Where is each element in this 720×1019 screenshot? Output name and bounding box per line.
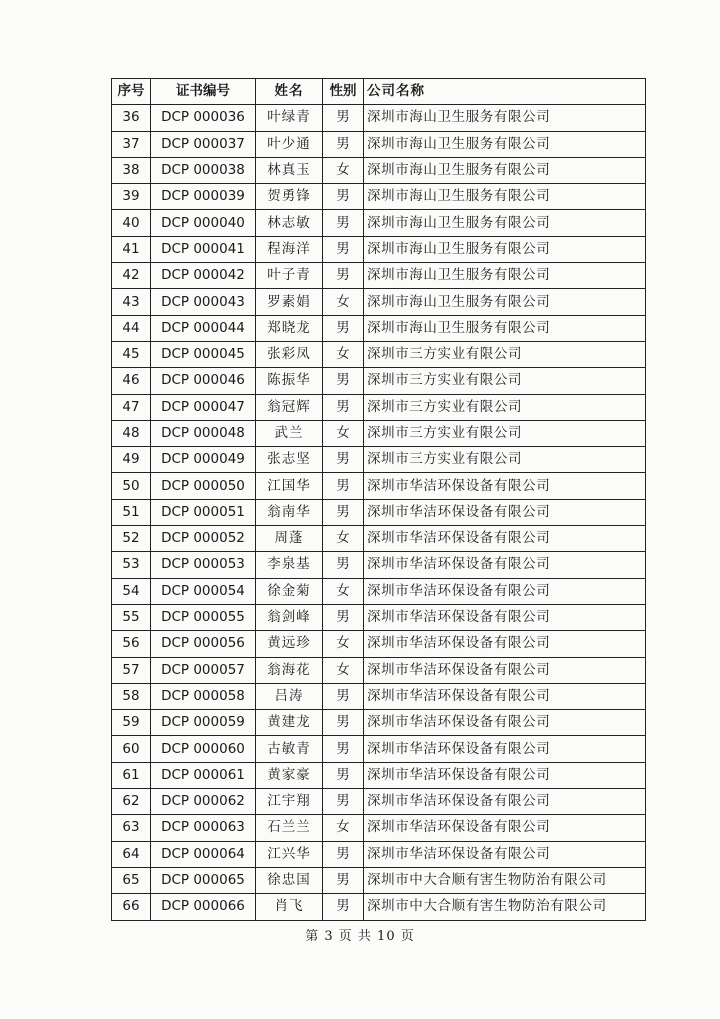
cell-seq: 41 (112, 236, 151, 262)
cell-cert-no: DCP 000054 (151, 578, 256, 604)
table-row (112, 289, 646, 315)
cell-company: 深圳市华洁环保设备有限公司 (364, 736, 646, 762)
cell-gender: 女 (323, 341, 364, 367)
cell-cert-no: DCP 000039 (151, 184, 256, 210)
cell-cert-no: DCP 000050 (151, 473, 256, 499)
cell-company: 深圳市三方实业有限公司 (364, 368, 646, 394)
cell-seq: 65 (112, 867, 151, 893)
cell-name: 吕涛 (256, 683, 323, 709)
cell-cert-no: DCP 000051 (151, 499, 256, 525)
table-body (112, 105, 646, 920)
header-cert-no: 证书编号 (151, 79, 256, 105)
cell-name: 翁海花 (256, 657, 323, 683)
table-row (112, 736, 646, 762)
cell-company: 深圳市海山卫生服务有限公司 (364, 289, 646, 315)
cell-cert-no: DCP 000058 (151, 683, 256, 709)
table-row (112, 157, 646, 183)
cell-gender: 男 (323, 867, 364, 893)
cell-seq: 47 (112, 394, 151, 420)
cell-seq: 46 (112, 368, 151, 394)
cell-company: 深圳市华洁环保设备有限公司 (364, 710, 646, 736)
cell-cert-no: DCP 000062 (151, 789, 256, 815)
cell-cert-no: DCP 000056 (151, 631, 256, 657)
cell-company: 深圳市海山卫生服务有限公司 (364, 184, 646, 210)
cell-company: 深圳市海山卫生服务有限公司 (364, 105, 646, 131)
table-row (112, 894, 646, 920)
table-row (112, 473, 646, 499)
cell-cert-no: DCP 000036 (151, 105, 256, 131)
table-row (112, 604, 646, 630)
table-row (112, 105, 646, 131)
cell-company: 深圳市华洁环保设备有限公司 (364, 683, 646, 709)
cell-company: 深圳市三方实业有限公司 (364, 420, 646, 446)
cell-seq: 55 (112, 604, 151, 630)
cell-name: 黄建龙 (256, 710, 323, 736)
cell-name: 李泉基 (256, 552, 323, 578)
cell-name: 贺勇锋 (256, 184, 323, 210)
cell-company: 深圳市华洁环保设备有限公司 (364, 657, 646, 683)
cell-name: 叶少通 (256, 131, 323, 157)
cell-company: 深圳市海山卫生服务有限公司 (364, 236, 646, 262)
cell-name: 陈振华 (256, 368, 323, 394)
cell-gender: 女 (323, 157, 364, 183)
cell-seq: 42 (112, 263, 151, 289)
cell-company: 深圳市华洁环保设备有限公司 (364, 762, 646, 788)
cell-company: 深圳市华洁环保设备有限公司 (364, 578, 646, 604)
cell-gender: 男 (323, 710, 364, 736)
cell-gender: 男 (323, 210, 364, 236)
table-row (112, 184, 646, 210)
cell-company: 深圳市海山卫生服务有限公司 (364, 263, 646, 289)
cell-seq: 43 (112, 289, 151, 315)
cell-cert-no: DCP 000053 (151, 552, 256, 578)
cell-company: 深圳市华洁环保设备有限公司 (364, 473, 646, 499)
cell-name: 徐金菊 (256, 578, 323, 604)
cell-name: 肖飞 (256, 894, 323, 920)
table-row (112, 236, 646, 262)
cell-seq: 52 (112, 526, 151, 552)
cell-cert-no: DCP 000061 (151, 762, 256, 788)
cell-company: 深圳市华洁环保设备有限公司 (364, 604, 646, 630)
cell-company: 深圳市海山卫生服务有限公司 (364, 131, 646, 157)
cell-seq: 38 (112, 157, 151, 183)
cell-seq: 58 (112, 683, 151, 709)
cell-name: 黄远珍 (256, 631, 323, 657)
cell-name: 江国华 (256, 473, 323, 499)
cell-seq: 50 (112, 473, 151, 499)
table-row (112, 499, 646, 525)
cell-name: 林志敏 (256, 210, 323, 236)
cell-gender: 男 (323, 762, 364, 788)
cell-name: 程海洋 (256, 236, 323, 262)
cell-name: 翁南华 (256, 499, 323, 525)
cell-name: 周蓬 (256, 526, 323, 552)
cell-seq: 51 (112, 499, 151, 525)
cell-name: 江宇翔 (256, 789, 323, 815)
table-row (112, 526, 646, 552)
cell-gender: 女 (323, 657, 364, 683)
cell-cert-no: DCP 000052 (151, 526, 256, 552)
cell-company: 深圳市海山卫生服务有限公司 (364, 157, 646, 183)
cell-cert-no: DCP 000065 (151, 867, 256, 893)
cell-name: 叶子青 (256, 263, 323, 289)
cell-company: 深圳市三方实业有限公司 (364, 447, 646, 473)
cell-company: 深圳市华洁环保设备有限公司 (364, 815, 646, 841)
cell-name: 武兰 (256, 420, 323, 446)
cell-seq: 45 (112, 341, 151, 367)
cell-seq: 56 (112, 631, 151, 657)
cell-name: 张志坚 (256, 447, 323, 473)
cell-name: 张彩凤 (256, 341, 323, 367)
header-company: 公司名称 (364, 79, 646, 105)
table-row (112, 394, 646, 420)
cell-gender: 女 (323, 289, 364, 315)
cell-seq: 60 (112, 736, 151, 762)
table-row (112, 683, 646, 709)
cell-company: 深圳市华洁环保设备有限公司 (364, 789, 646, 815)
header-name: 姓名 (256, 79, 323, 105)
cell-company: 深圳市华洁环保设备有限公司 (364, 841, 646, 867)
cell-cert-no: DCP 000063 (151, 815, 256, 841)
table-row (112, 841, 646, 867)
cell-company: 深圳市海山卫生服务有限公司 (364, 315, 646, 341)
table-row (112, 631, 646, 657)
cell-company: 深圳市三方实业有限公司 (364, 394, 646, 420)
table-row (112, 368, 646, 394)
cell-seq: 39 (112, 184, 151, 210)
cell-name: 古敏青 (256, 736, 323, 762)
cell-seq: 44 (112, 315, 151, 341)
cell-gender: 男 (323, 499, 364, 525)
cell-cert-no: DCP 000038 (151, 157, 256, 183)
cell-seq: 49 (112, 447, 151, 473)
cell-gender: 男 (323, 789, 364, 815)
cell-name: 江兴华 (256, 841, 323, 867)
cell-seq: 57 (112, 657, 151, 683)
cell-cert-no: DCP 000045 (151, 341, 256, 367)
cell-seq: 62 (112, 789, 151, 815)
table-row (112, 552, 646, 578)
cell-gender: 男 (323, 552, 364, 578)
cell-gender: 男 (323, 105, 364, 131)
cell-seq: 48 (112, 420, 151, 446)
cell-gender: 男 (323, 131, 364, 157)
cell-seq: 64 (112, 841, 151, 867)
cell-gender: 男 (323, 263, 364, 289)
table-row (112, 815, 646, 841)
cell-gender: 男 (323, 841, 364, 867)
cell-gender: 男 (323, 894, 364, 920)
cell-seq: 54 (112, 578, 151, 604)
table-row (112, 263, 646, 289)
table-row (112, 315, 646, 341)
cell-cert-no: DCP 000041 (151, 236, 256, 262)
cell-seq: 40 (112, 210, 151, 236)
cell-seq: 63 (112, 815, 151, 841)
cell-company: 深圳市华洁环保设备有限公司 (364, 552, 646, 578)
table-header-row (112, 79, 646, 105)
cell-gender: 男 (323, 447, 364, 473)
cell-company: 深圳市华洁环保设备有限公司 (364, 526, 646, 552)
cell-gender: 男 (323, 473, 364, 499)
cell-name: 翁剑峰 (256, 604, 323, 630)
cell-cert-no: DCP 000042 (151, 263, 256, 289)
header-seq: 序号 (112, 79, 151, 105)
cell-cert-no: DCP 000059 (151, 710, 256, 736)
cell-company: 深圳市三方实业有限公司 (364, 341, 646, 367)
cell-gender: 女 (323, 578, 364, 604)
table-row (112, 578, 646, 604)
cell-gender: 女 (323, 526, 364, 552)
table-row (112, 131, 646, 157)
cell-name: 石兰兰 (256, 815, 323, 841)
cell-cert-no: DCP 000040 (151, 210, 256, 236)
cell-gender: 女 (323, 815, 364, 841)
cell-company: 深圳市华洁环保设备有限公司 (364, 499, 646, 525)
certificate-roster-table (111, 78, 646, 921)
cell-gender: 男 (323, 184, 364, 210)
cell-seq: 53 (112, 552, 151, 578)
cell-seq: 36 (112, 105, 151, 131)
table-row (112, 710, 646, 736)
cell-name: 林真玉 (256, 157, 323, 183)
cell-name: 罗素娟 (256, 289, 323, 315)
cell-cert-no: DCP 000049 (151, 447, 256, 473)
cell-gender: 男 (323, 368, 364, 394)
cell-name: 徐忠国 (256, 867, 323, 893)
cell-seq: 37 (112, 131, 151, 157)
cell-gender: 男 (323, 236, 364, 262)
table-row (112, 447, 646, 473)
cell-name: 黄家豪 (256, 762, 323, 788)
cell-cert-no: DCP 000047 (151, 394, 256, 420)
cell-company: 深圳市华洁环保设备有限公司 (364, 631, 646, 657)
cell-gender: 女 (323, 631, 364, 657)
cell-gender: 男 (323, 683, 364, 709)
table-row (112, 420, 646, 446)
cell-cert-no: DCP 000044 (151, 315, 256, 341)
cell-cert-no: DCP 000046 (151, 368, 256, 394)
cell-gender: 男 (323, 604, 364, 630)
cell-cert-no: DCP 000066 (151, 894, 256, 920)
cell-cert-no: DCP 000055 (151, 604, 256, 630)
cell-seq: 61 (112, 762, 151, 788)
cell-cert-no: DCP 000057 (151, 657, 256, 683)
table-row (112, 762, 646, 788)
cell-gender: 男 (323, 315, 364, 341)
cell-name: 翁冠辉 (256, 394, 323, 420)
header-gender: 性别 (323, 79, 364, 105)
table-row (112, 210, 646, 236)
cell-name: 郑晓龙 (256, 315, 323, 341)
cell-company: 深圳市中大合顺有害生物防治有限公司 (364, 894, 646, 920)
cell-name: 叶绿青 (256, 105, 323, 131)
cell-cert-no: DCP 000037 (151, 131, 256, 157)
table-row (112, 867, 646, 893)
cell-cert-no: DCP 000043 (151, 289, 256, 315)
cell-cert-no: DCP 000060 (151, 736, 256, 762)
cell-gender: 女 (323, 420, 364, 446)
cell-seq: 66 (112, 894, 151, 920)
table-row (112, 789, 646, 815)
cell-gender: 男 (323, 394, 364, 420)
cell-gender: 男 (323, 736, 364, 762)
page-number-footer: 第 3 页 共 10 页 (305, 929, 415, 944)
cell-seq: 59 (112, 710, 151, 736)
cell-cert-no: DCP 000064 (151, 841, 256, 867)
table-row (112, 341, 646, 367)
table-row (112, 657, 646, 683)
cell-cert-no: DCP 000048 (151, 420, 256, 446)
cell-company: 深圳市中大合顺有害生物防治有限公司 (364, 867, 646, 893)
cell-company: 深圳市海山卫生服务有限公司 (364, 210, 646, 236)
